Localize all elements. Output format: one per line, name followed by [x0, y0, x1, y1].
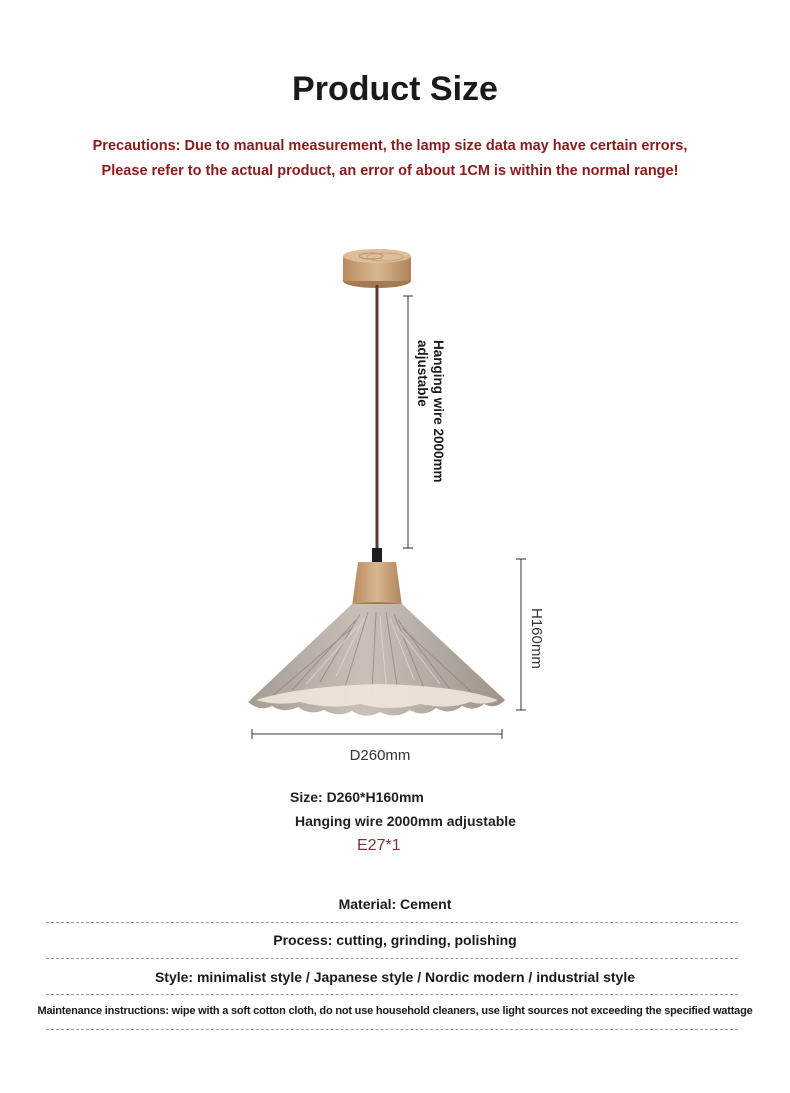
precaution-line-1: Precautions: Due to manual measurement, the lamp size data may have certain errors,	[92, 138, 688, 154]
info-maintenance: Maintenance instructions: wipe with a soft cotton cloth, do not use household cleaners, use light sources not exceeding the specified wattage	[37, 1005, 753, 1017]
divider	[46, 1029, 738, 1030]
divider	[46, 958, 738, 959]
precaution-line-2: Please refer to the actual product, an error of about 1CM is within the normal range!	[101, 163, 679, 179]
spec-size: Size: D260*H160mm	[290, 789, 424, 805]
height-dimension-line	[516, 559, 526, 710]
info-style: Style: minimalist style / Japanese style / Nordic modern / industrial style	[154, 969, 636, 985]
cord-connector	[372, 548, 382, 562]
wire-label-line-1: Hanging wire 2000mm	[431, 340, 446, 483]
wire-dimension-line	[403, 296, 413, 548]
divider	[46, 994, 738, 995]
wire-label-line-2: adjustable	[415, 340, 430, 407]
info-process: Process: cutting, grinding, polishing	[273, 932, 517, 948]
cement-shade	[248, 604, 505, 716]
shade-wood-cap	[352, 562, 402, 606]
info-material: Material: Cement	[338, 896, 452, 912]
divider	[46, 922, 738, 923]
spec-wire: Hanging wire 2000mm adjustable	[295, 813, 516, 829]
wire-length-label	[414, 340, 446, 483]
spec-bulb: E27*1	[357, 837, 401, 854]
ceiling-canopy	[343, 249, 411, 288]
page-title: Product Size	[292, 70, 498, 108]
height-label: H160mm	[528, 608, 545, 669]
diameter-dimension-line	[252, 729, 502, 739]
diameter-label: D260mm	[349, 747, 411, 764]
